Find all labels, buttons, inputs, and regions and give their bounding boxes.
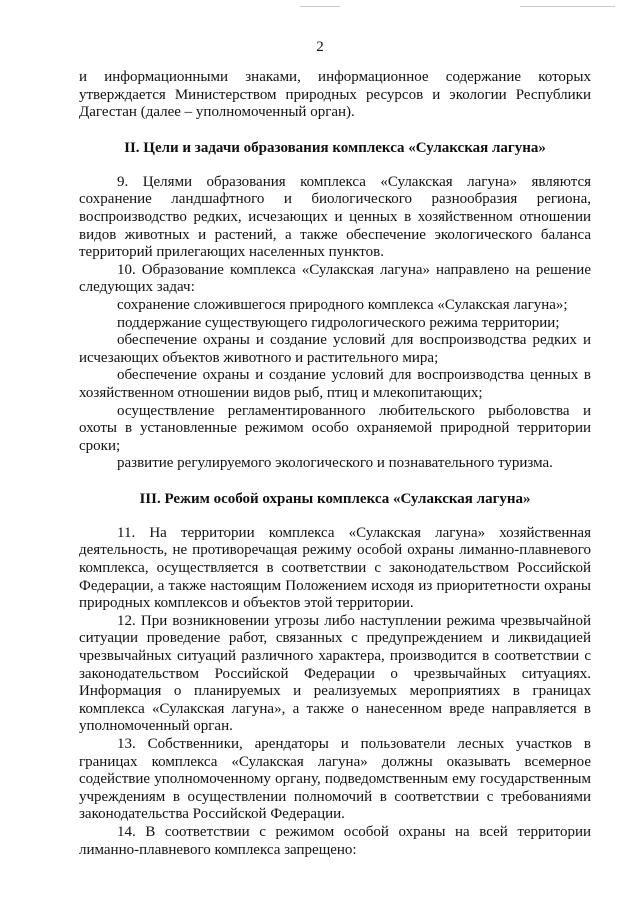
paragraph-10: 10. Образование комплекса «Сулакская лагуна» направлено на решение следующих задач: (79, 261, 591, 296)
task-item: развитие регулируемого экологического и познавательного туризма. (117, 455, 553, 472)
section-2-body (79, 174, 591, 473)
task-item: обеспечение охраны и создание условий для воспроизводства ценных в хозяйственном отношении видов рыб, птиц и млекопитающих; (79, 367, 591, 401)
scan-artifact (300, 6, 340, 7)
section-2-heading: II. Цели и задачи образования комплекса «Сулакская лагуна» (124, 139, 546, 156)
section-3-heading: III. Режим особой охраны комплекса «Сулакская лагуна» (139, 490, 531, 507)
task-item: сохранение сложившегося природного комплекса «Сулакская лагуна»; (117, 296, 568, 313)
paragraph-13: 13. Собственники, арендаторы и пользователи лесных участков в границах комплекса «Сулакская лагуна» должны оказывать всемерное содействие уполномоченному органу, подведомственным ему государственным учреждениям в осуществлении полномочий в соответствии с требованиями законодательства Российской Федерации. (79, 736, 591, 823)
page-number: 2 (316, 39, 324, 55)
task-item: обеспечение охраны и создание условий для воспроизводства редких и исчезающих объектов животного и растительного мира; (79, 332, 591, 366)
task-item: осуществление регламентированного любительского рыболовства и охоты в установленные режимом особо охраняемой природной территории сроки; (79, 402, 591, 454)
paragraph-12: 12. При возникновении угрозы либо наступлении режима чрезвычайной ситуации проведение работ, связанных с предупреждением и ликвидацией чрезвычайных ситуаций различного характера, производится в соответствии с законодательством Российской Федерации о чрезвычайных ситуациях. Информация о планируемых и реализуемых мероприятиях в границах комплекса «Сулакская лагуна», а также о нанесенном вреде направляется в уполномоченный орган. (79, 612, 591, 735)
paragraph-11: 11. На территории комплекса «Сулакская лагуна» хозяйственная деятельность, не противоречащая режиму особой охраны лиманно-плавневого комплекса, осуществляется в соответствии с законодательством Российской Федерации, а также настоящим Положением исходя из приоритетности охраны природных комплексов и объектов этой территории. (79, 524, 591, 612)
paragraph-9: 9. Целями образования комплекса «Сулакская лагуна» являются сохранение ландшафтного и биологического разнообразия региона, воспроизводство редких, исчезающих и ценных в хозяйственном отношении видов животных и растений, а также обеспечение экологического баланса территорий прилегающих населенных пунктов. (79, 173, 591, 261)
paragraph-14: 14. В соответствии с режимом особой охраны на всей территории лиманно-плавневого комплекса запрещено: (79, 823, 591, 858)
scan-artifact (520, 6, 615, 7)
document-body (79, 69, 591, 859)
section-3-body (79, 525, 591, 859)
task-item: поддержание существующего гидрологического режима территории; (117, 314, 560, 331)
intro-paragraph: и информационными знаками, информационное содержание которых утверждается Министерством природных ресурсов и экологии Республики Дагестан (далее – уполномоченный орган). (79, 69, 591, 121)
